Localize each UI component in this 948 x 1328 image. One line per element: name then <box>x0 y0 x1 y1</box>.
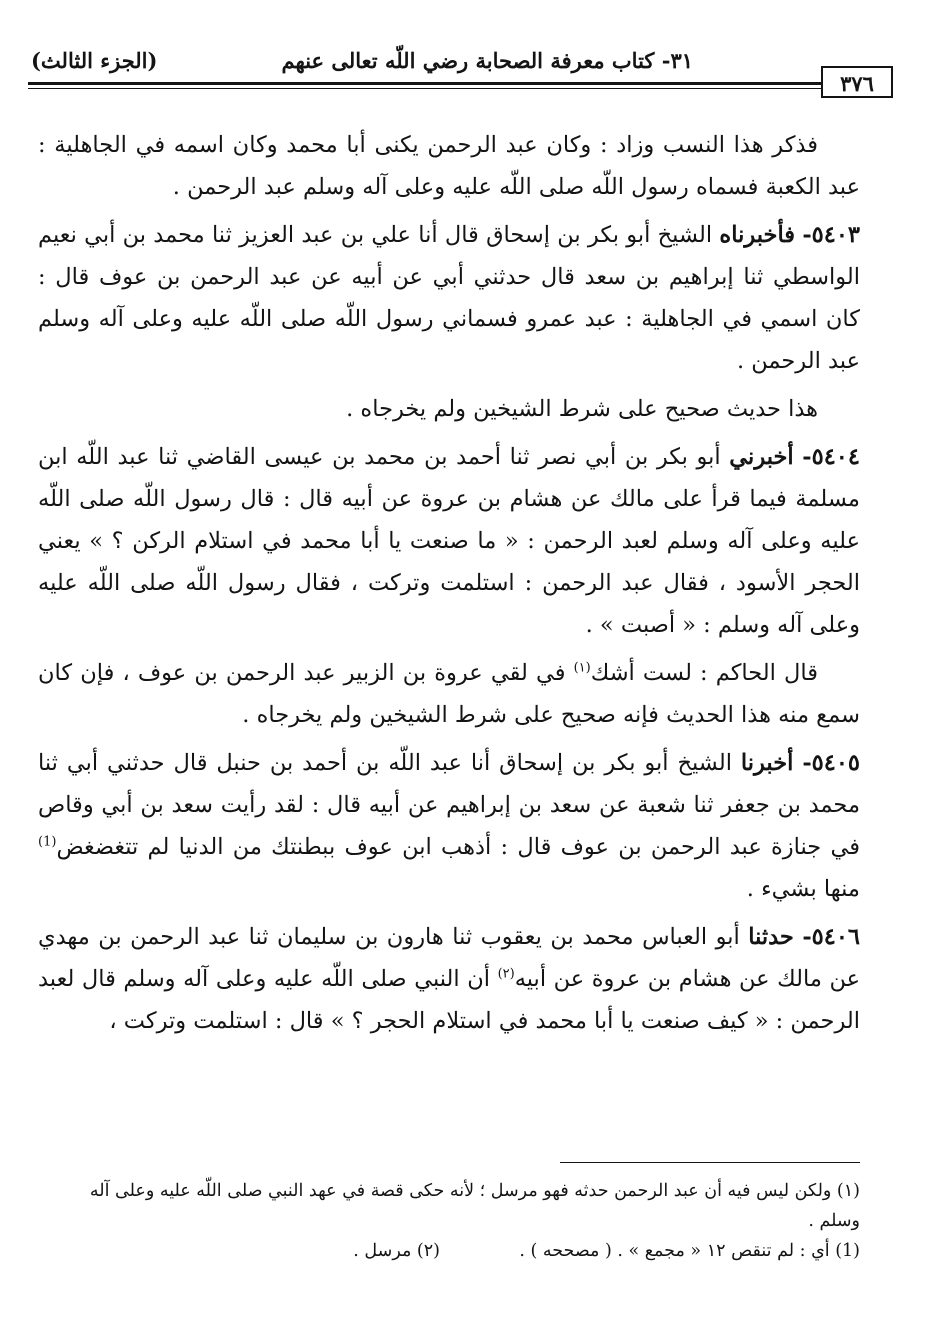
hadith-number: ٥٤٠٥- <box>802 750 860 776</box>
footnote-1: (١) ولكن ليس فيه أن عبد الرحمن حدثه فهو مرسل ؛ لأنه حكى قصة في عهد النبي صلى اللّه عليه وعلى آله وسلم . <box>89 1181 860 1231</box>
hadith-number: ٥٤٠٣- <box>802 222 861 248</box>
main-text <box>38 124 860 1042</box>
book-title: ٣١- كتاب معرفة الصحابة رضي اللّه تعالى عنهم <box>281 48 693 73</box>
hadith-number: ٥٤٠٦- <box>802 924 861 950</box>
narration-keyword: فأخبرناه <box>719 222 796 248</box>
page-header <box>25 38 893 96</box>
header-rule-thin <box>28 88 868 89</box>
hadith-text-before: الشيخ أبو بكر بن إسحاق أنا عبد اللّه بن أحمد بن حنبل قال حدثني أبي ثنا محمد بن جعفر ثنا شعبة عن سعد بن إبراهيم عن أبيه قال : لقد رأيت سعد بن أبي وقاص في جنازة عبد الرحمن بن عوف قال : أذهب ابن عوف ببطنتك من الدنيا لم تتغضغض <box>38 750 860 860</box>
hadith-text-before: أبو العباس محمد بن يعقوب ثنا هارون بن سليمان ثنا عبد الرحمن بن مهدي عن مالك عن هشام بن عروة عن أبيه <box>38 924 860 992</box>
hadith-5406 <box>38 916 860 1042</box>
footnotes <box>56 1176 860 1266</box>
comment-text-after: في لقي عروة بن الزبير عبد الرحمن بن عوف ، فإن كان سمع منه هذا الحديث فإنه صحيح على شرط الشيخين ولم يخرجاه . <box>38 660 860 728</box>
hadith-text-after: أن النبي صلى اللّه عليه وعلى آله وسلم قال لعبد الرحمن : « كيف صنعت يا أبا محمد في استلام الحجر ؟ » قال : استلمت وتركت ، <box>38 966 860 1034</box>
footnote-separator <box>560 1162 860 1163</box>
part-label: (الجزء الثالث) <box>31 48 158 73</box>
footnote-1b: (1) أي : لم تنقص ١٢ « مجمع » . ( مصححه ) . <box>519 1241 860 1261</box>
narration-keyword: حدثنا <box>748 924 794 950</box>
narration-keyword: أخبرنا <box>740 750 794 776</box>
narration-keyword: أخبرني <box>729 444 794 470</box>
header-rule-thick <box>28 82 868 85</box>
footnote-row <box>56 1236 860 1266</box>
comment-text-before: قال الحاكم : لست أشك <box>590 660 818 686</box>
footnote-ref[interactable]: (٢) <box>497 966 515 982</box>
page-number: ٣٧٦ <box>821 66 893 98</box>
hadith-text-after: منها بشيء . <box>746 876 860 902</box>
hadith-text: أبو بكر بن أبي نصر ثنا أحمد بن محمد بن عيسى القاضي ثنا عبد اللّه ابن مسلمة فيما قرأ على مالك عن هشام بن عروة عن أبيه قال : قال رسول اللّه صلى اللّه عليه وعلى آله وسلم لعبد الرحمن : « ما صنعت يا أبا محمد في استلام الركن ؟ » يعني الحجر الأسود ، فقال عبد الرحمن : استلمت وتركت ، فقال رسول اللّه صلى اللّه عليه وعلى آله وسلم : « أصبت » . <box>38 444 860 638</box>
hadith-text: الشيخ أبو بكر بن إسحاق قال أنا علي بن عبد العزيز ثنا محمد بن أبي نعيم الواسطي ثنا إبراهيم بن سعد قال حدثني أبي عن أبيه عن عبد الرحمن بن عوف قال : كان اسمي في الجاهلية : عبد عمرو فسماني رسول اللّه صلى اللّه عليه وعلى آله وسلم عبد الرحمن . <box>38 222 860 374</box>
hakim-comment <box>38 652 860 736</box>
hadith-5403-comment: هذا حديث صحيح على شرط الشيخين ولم يخرجاه . <box>346 396 818 422</box>
hadith-5404 <box>38 436 860 646</box>
footnote-ref[interactable]: (1) <box>38 834 57 850</box>
hadith-number: ٥٤٠٤- <box>802 444 860 470</box>
paragraph-intro: فذكر هذا النسب وزاد : وكان عبد الرحمن يكنى أبا محمد وكان اسمه في الجاهلية : عبد الكعبة فسماه رسول اللّه صلى اللّه عليه وعلى آله وسلم عبد الرحمن . <box>38 132 860 200</box>
footnote-ref[interactable]: (١) <box>573 660 591 676</box>
footnote-2: (٢) مرسل . <box>353 1241 440 1261</box>
hadith-5405 <box>38 742 860 910</box>
hadith-5403 <box>38 214 860 382</box>
